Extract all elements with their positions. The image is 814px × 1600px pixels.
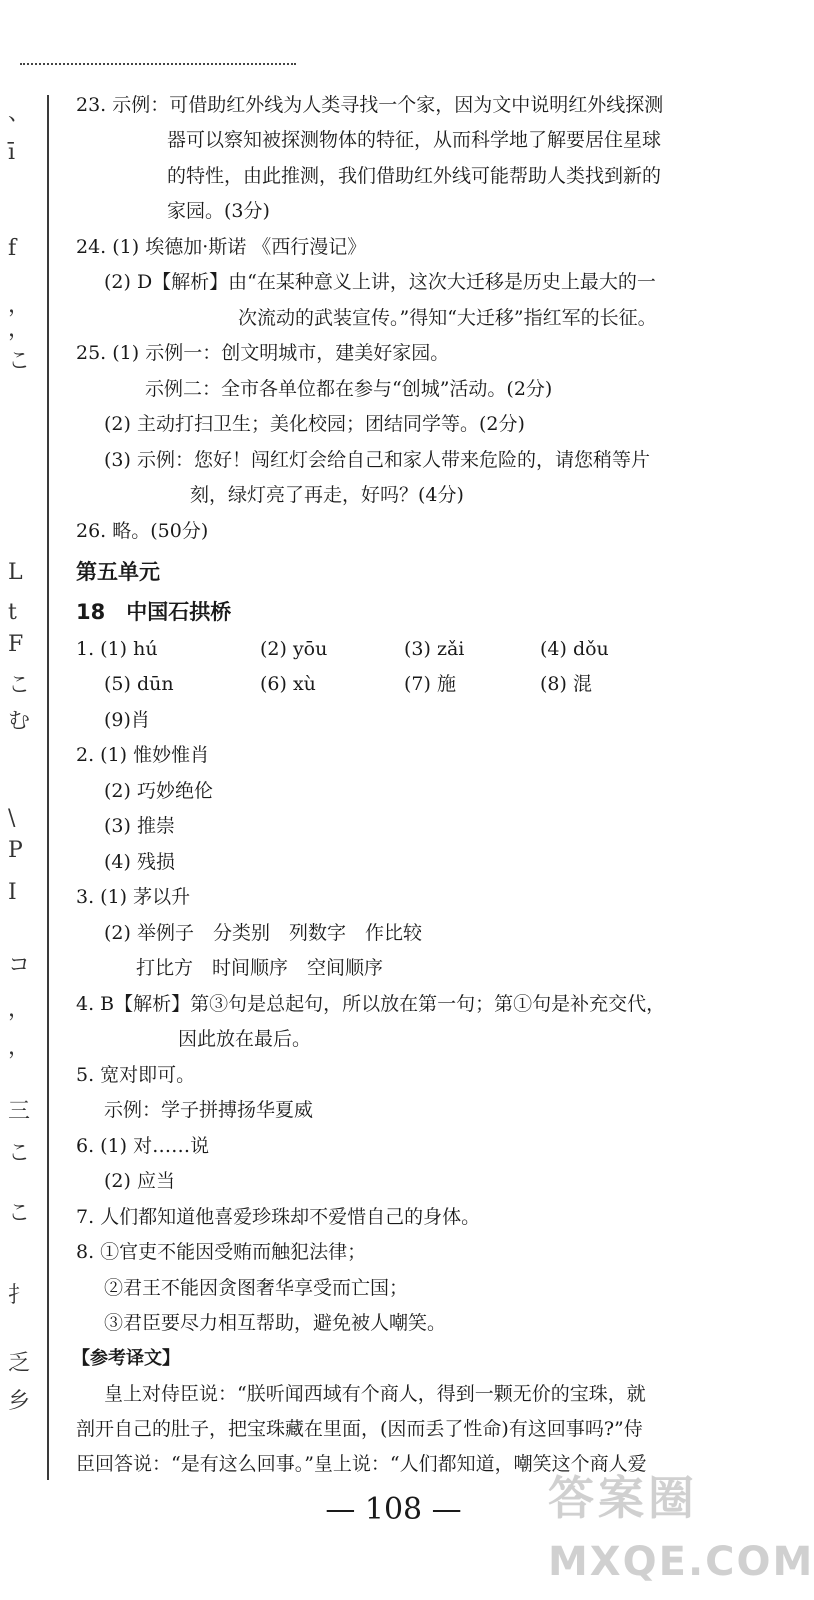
answer-25-2: (2) 主动打扫卫生；美化校园；团结同学等。(2分) <box>104 413 525 435</box>
margin-fragment: ， <box>8 997 31 1022</box>
margin-vertical-rule <box>47 95 49 1480</box>
page-number: — 108 — <box>325 1492 462 1527</box>
answer-1-8: (8) 混 <box>540 673 592 695</box>
translation-line-2: 剖开自己的肚子，把宝珠藏在里面，(因而丢了性命)有这回事吗?”侍 <box>76 1418 643 1440</box>
margin-fragment: \ <box>8 806 16 831</box>
answer-2-2: (2) 巧妙绝伦 <box>104 780 213 802</box>
answer-25-3-line-2: 刻，绿灯亮了再走，好吗？(4分) <box>190 484 464 506</box>
answer-4-line-2: 因此放在最后。 <box>178 1028 312 1050</box>
answer-8-1: 8. ①官吏不能因受贿而触犯法律； <box>76 1241 367 1263</box>
answer-5: 5. 宽对即可。 <box>76 1064 196 1086</box>
answer-4-line-1: 4. B【解析】第③句是总起句，所以放在第一句；第①句是补充交代， <box>76 993 666 1015</box>
margin-fragment: こ <box>8 673 31 698</box>
answer-25-1-example-2: 示例二：全市各单位都在参与“创城”活动。(2分) <box>145 378 553 400</box>
lesson-title: 18 中国石拱桥 <box>76 600 232 624</box>
margin-fragment: 乏 <box>8 1351 31 1376</box>
answer-23-line-2: 器可以察知被探测物体的特征，从而科学地了解要居住星球 <box>167 129 662 151</box>
answer-6-1: 6. (1) 对……说 <box>76 1135 210 1157</box>
answer-3-2-line-2: 打比方 时间顺序 空间顺序 <box>136 957 384 979</box>
answer-1-5: (5) dūn <box>104 673 174 695</box>
answer-23-line-1: 23. 示例：可借助红外线为人类寻找一个家，因为文中说明红外线探测 <box>76 94 664 116</box>
answer-25-3-line-1: (3) 示例：您好！闯红灯会给自己和家人带来危险的，请您稍等片 <box>104 449 650 471</box>
unit-heading: 第五单元 <box>76 560 160 584</box>
margin-fragment: t <box>8 600 17 625</box>
margin-fragment: F <box>8 632 24 657</box>
answer-1-4: (4) dǒu <box>540 638 609 660</box>
margin-fragment: L <box>8 560 23 585</box>
margin-fragment: f <box>8 236 17 261</box>
answer-5-example: 示例：学子拼搏扬华夏威 <box>104 1099 314 1121</box>
answer-8-2: ②君王不能因贪图奢华享受而亡国； <box>104 1277 409 1299</box>
margin-fragment: こ <box>8 1201 31 1226</box>
answer-1-1: 1. (1) hú <box>76 638 158 660</box>
answer-26: 26. 略。(50分) <box>76 520 209 542</box>
watermark-logo-text: 答案圈 <box>548 1471 698 1525</box>
margin-fragment: 乡 <box>8 1389 31 1414</box>
margin-fragment: こ <box>8 349 31 374</box>
margin-fragment: I <box>8 880 17 905</box>
margin-fragment: ī <box>8 140 16 165</box>
answer-3-1: 3. (1) 茅以升 <box>76 886 191 908</box>
margin-fragment: 、 <box>8 101 31 126</box>
margin-fragment: ， <box>8 317 31 342</box>
margin-fragment: 扌 <box>8 1283 31 1308</box>
answer-6-2: (2) 应当 <box>104 1170 175 1192</box>
margin-fragment: む <box>8 709 31 734</box>
margin-fragment: コ <box>8 953 31 978</box>
answer-1-9: (9)肖 <box>104 709 150 731</box>
translation-line-3: 臣回答说：“是有这么回事。”皇上说：“人们都知道，嘲笑这个商人爱 <box>76 1453 647 1475</box>
answer-24-2-line-2: 次流动的武装宣传。”得知“大迁移”指红军的长征。 <box>238 307 657 329</box>
answer-8-3: ③君臣要尽力相互帮助，避免被人嘲笑。 <box>104 1312 447 1334</box>
margin-fragment: こ <box>8 1141 31 1166</box>
margin-fragment: ， <box>8 293 31 318</box>
answer-7: 7. 人们都知道他喜爱珍珠却不爱惜自己的身体。 <box>76 1206 481 1228</box>
translation-line-1: 皇上对侍臣说：“朕听闻西域有个商人，得到一颗无价的宝珠，就 <box>104 1383 646 1405</box>
margin-fragment: 三 <box>8 1099 31 1124</box>
answer-2-1: 2. (1) 惟妙惟肖 <box>76 744 210 766</box>
answer-1-6: (6) xù <box>260 673 316 695</box>
answer-1-7: (7) 施 <box>404 673 456 695</box>
watermark-url: MXQE.COM <box>548 1539 814 1585</box>
margin-fragment: P <box>8 838 23 863</box>
answer-1-3: (3) zǎi <box>404 638 465 660</box>
answer-2-3: (3) 推崇 <box>104 815 175 837</box>
answer-1-2: (2) yōu <box>260 638 328 660</box>
answer-3-2-line-1: (2) 举例子 分类别 列数字 作比较 <box>104 922 422 944</box>
answer-24-1: 24. (1) 埃德加·斯诺 《西行漫记》 <box>76 236 367 258</box>
answer-23-line-3: 的特性，由此推测，我们借助红外线可能帮助人类找到新的 <box>167 165 662 187</box>
answer-24-2-line-1: (2) D【解析】由“在某种意义上讲，这次大迁移是历史上最大的一 <box>104 271 656 293</box>
reference-translation-heading: 【参考译文】 <box>72 1348 180 1369</box>
answer-23-line-4: 家园。(3分) <box>167 200 270 222</box>
watermark <box>548 1468 814 1594</box>
margin-fragment: ， <box>8 1035 31 1060</box>
answer-25-1-example-1: 25. (1) 示例一：创文明城市，建美好家园。 <box>76 342 450 364</box>
dotted-header-rule <box>20 63 296 65</box>
answer-2-4: (4) 残损 <box>104 851 175 873</box>
